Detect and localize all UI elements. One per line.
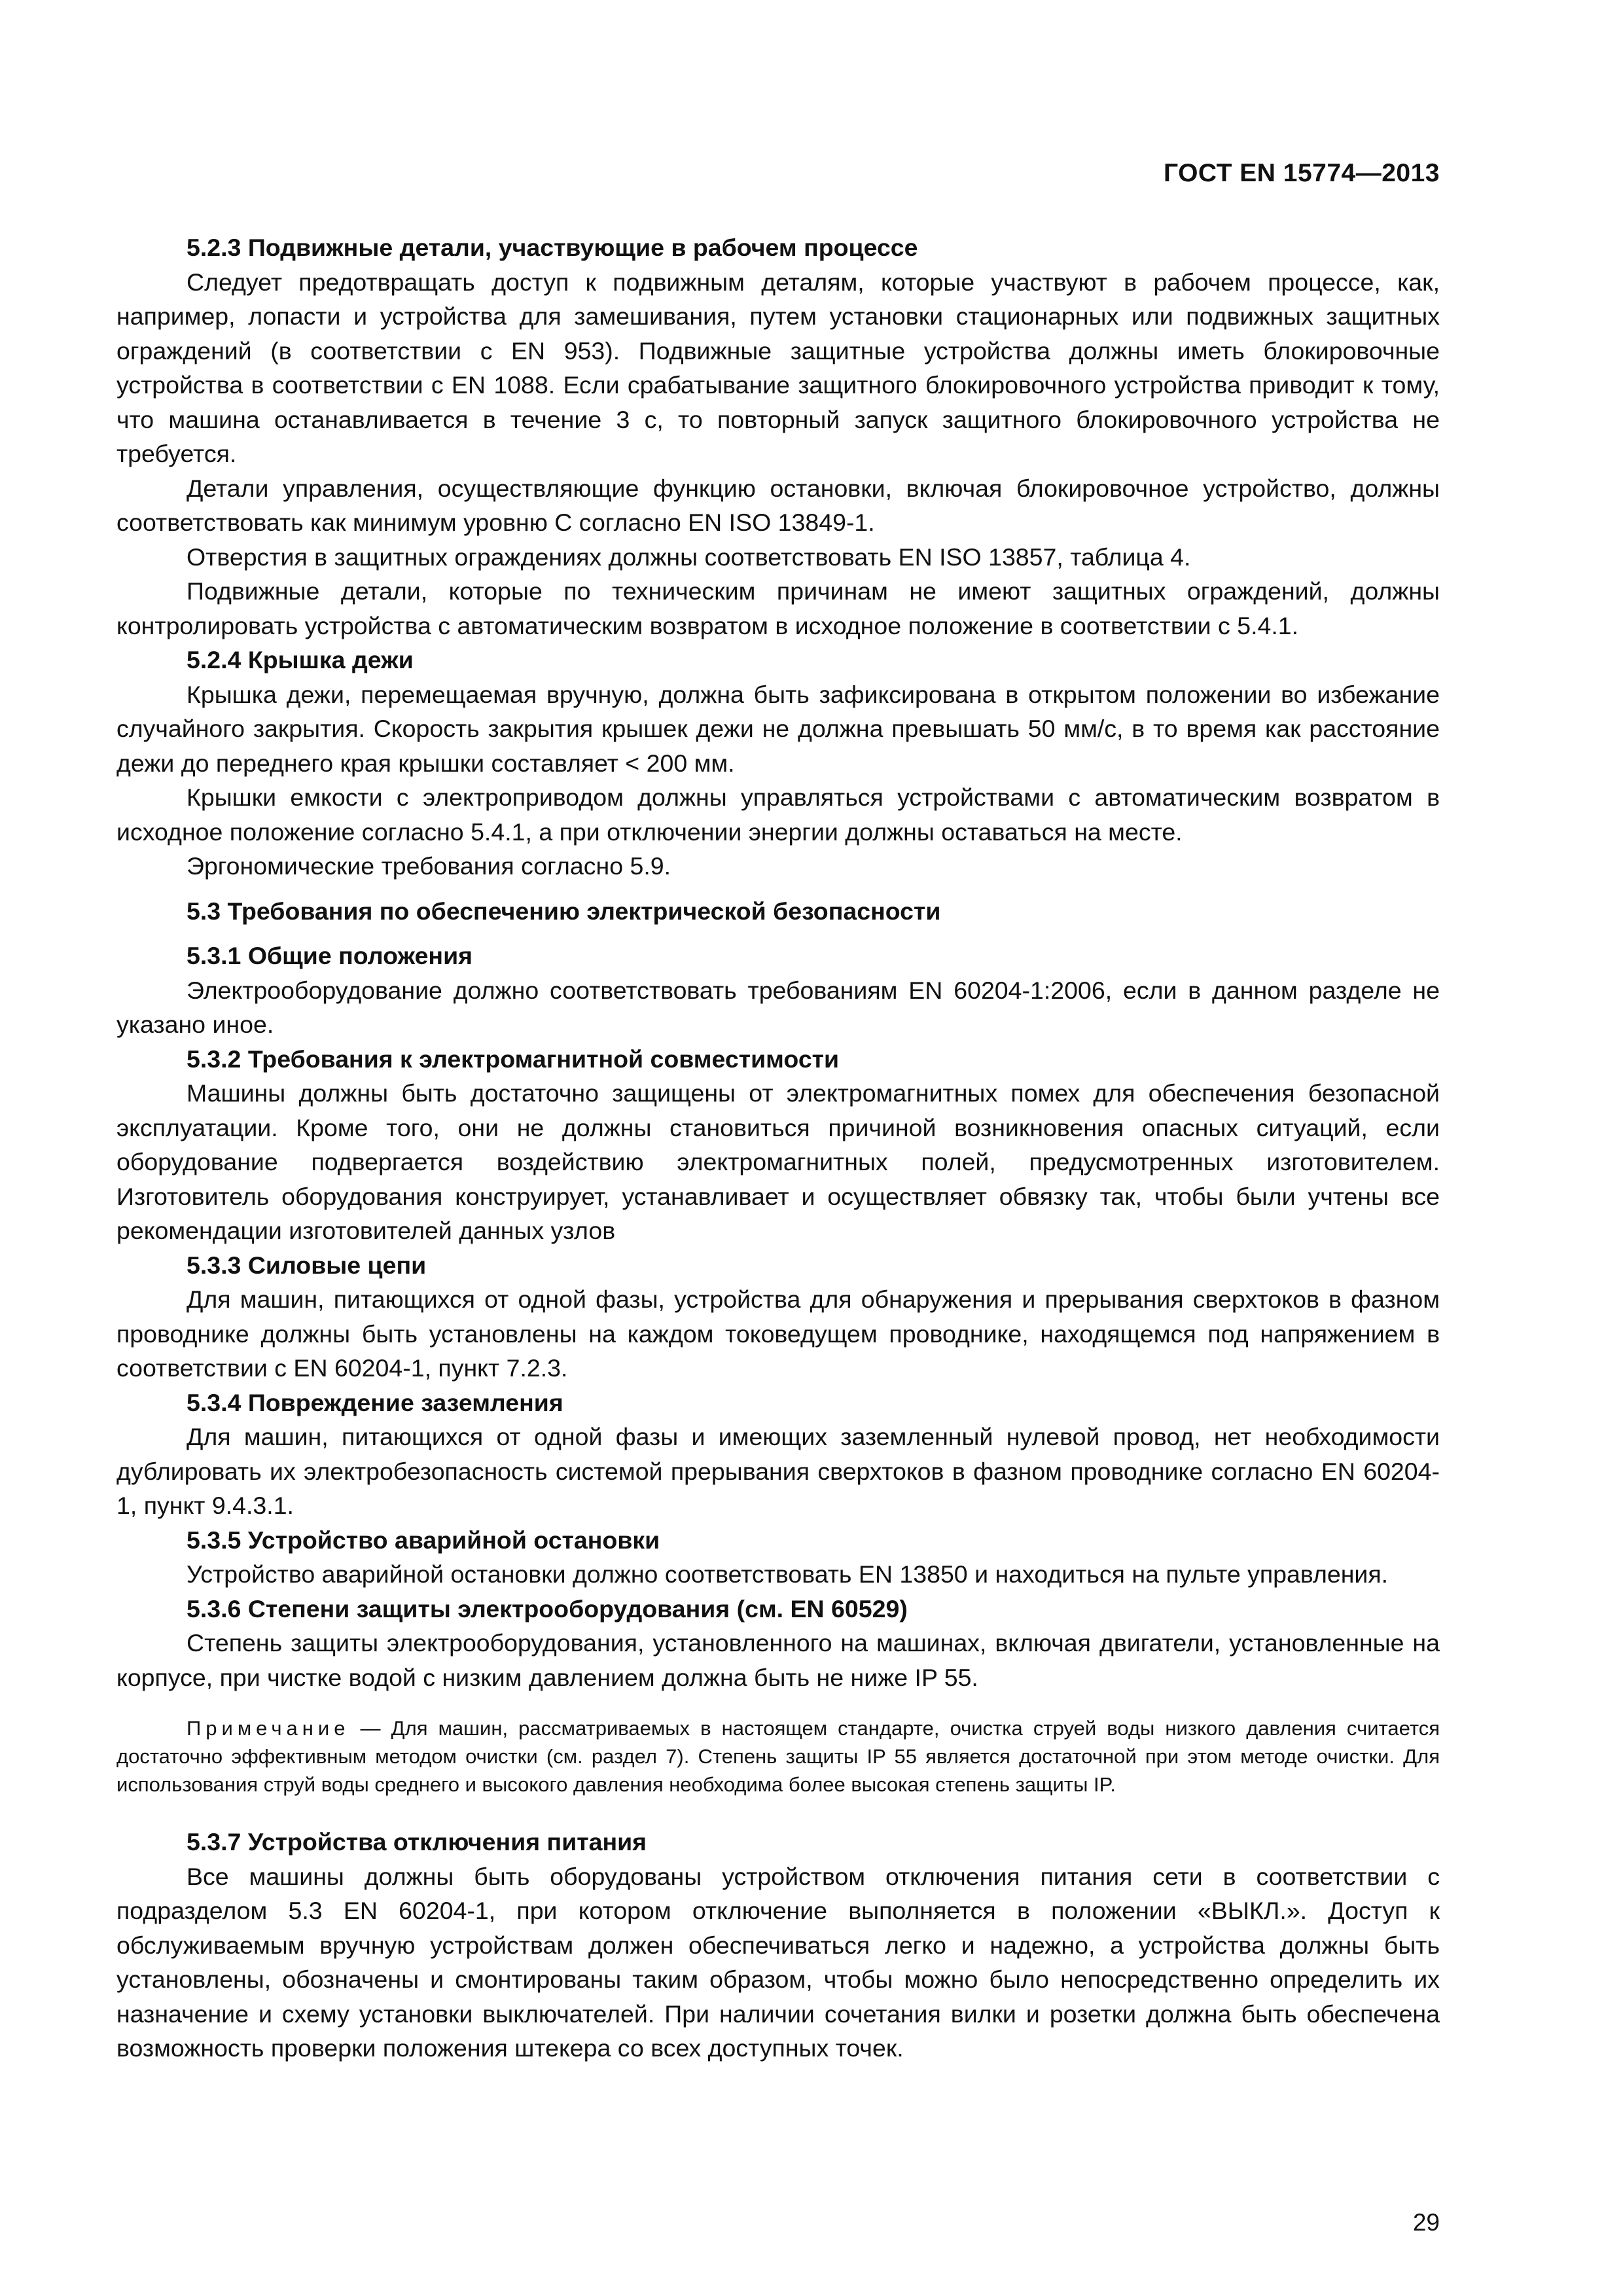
paragraph: Эргономические требования согласно 5.9. (187, 852, 671, 880)
page-number: 29 (1412, 2209, 1440, 2236)
note-label: Примечание (187, 1717, 350, 1740)
paragraph: Для машин, питающихся от одной фазы, устройства для обнаружения и прерывания сверхтоков в фазном проводнике должны быть установлены на каждом токоведущем проводнике, находящемся под напряжением в соответствии с EN 60204-1, пункт 7.2.3. (116, 1285, 1440, 1382)
paragraph: Устройство аварийной остановки должно соответствовать EN 13850 и находиться на пульте управления. (187, 1560, 1389, 1588)
document-body (116, 230, 1440, 2066)
paragraph: Для машин, питающихся от одной фазы и имеющих заземленный нулевой провод, нет необходимости дублировать их электробезопасность системой прерывания сверхтоков в фазном проводнике согласно EN 60204-1, пункт 9.4.3.1. (116, 1423, 1440, 1519)
section-heading-5-3-4: 5.3.4 Повреждение заземления (187, 1388, 563, 1416)
paragraph: Крышка дежи, перемещаемая вручную, должна быть зафиксирована в открытом положении во избежание случайного закрытия. Скорость закрытия крышек дежи не должна превышать 50 мм/с, в то время как расстояние дежи до переднего края крышки составляет < 200 мм. (116, 680, 1440, 777)
paragraph: Подвижные детали, которые по техническим причинам не имеют защитных ограждений, должны контролировать устройства с автоматическим возвратом в исходное положение в соответствии с 5.4.1. (116, 577, 1440, 639)
paragraph: Отверстия в защитных ограждениях должны соответствовать EN ISO 13857, таблица 4. (187, 543, 1191, 571)
section-heading-5-2-4: 5.2.4 Крышка дежи (187, 646, 414, 673)
section-heading-5-3: 5.3 Требования по обеспечению электрической безопасности (187, 897, 941, 925)
section-heading-5-3-5: 5.3.5 Устройство аварийной остановки (187, 1526, 660, 1554)
paragraph: Следует предотвращать доступ к подвижным деталям, которые участвуют в рабочем процессе, как, например, лопасти и устройства для замешивания, путем установки стационарных или подвижных защитных ограждений (в соответствии с EN 953). Подвижные защитные устройства должны иметь блокировочные устройства в соответствии с EN 1088. Если срабатывание защитного блокировочного устройства приводит к тому, что машина останавливается в течение 3 с, то повторный запуск защитного блокировочного устройства не требуется. (116, 268, 1440, 467)
section-heading-5-3-6: 5.3.6 Степени защиты электрооборудования (см. EN 60529) (187, 1594, 908, 1623)
section-heading-5-3-1: 5.3.1 Общие положения (187, 942, 473, 969)
paragraph: Электрооборудование должно соответствовать требованиям EN 60204-1:2006, если в данном разделе не указано иное. (116, 976, 1440, 1038)
document-code: ГОСТ EN 15774—2013 (1163, 159, 1440, 187)
note (116, 1714, 1440, 1799)
section-heading-5-3-3: 5.3.3 Силовые цепи (187, 1251, 427, 1279)
section-heading-5-3-2: 5.3.2 Требования к электромагнитной совместимости (187, 1045, 840, 1073)
paragraph: Крышки емкости с электроприводом должны управляться устройствами с автоматическим возвратом в исходное положение согласно 5.4.1, а при отключении энергии должны оставаться на месте. (116, 783, 1440, 846)
paragraph: Все машины должны быть оборудованы устройством отключения питания сети в соответствии с подразделом 5.3 EN 60204-1, при котором отключение выполняется в положении «ВЫКЛ.». Доступ к обслуживаемым вручную устройствам должен обеспечиваться легко и надежно, а устройства должны быть установлены, обозначены и смонтированы таким образом, чтобы можно было непосредственно определить их назначение и схему установки выключателей. При наличии сочетания вилки и розетки должна быть обеспечена возможность проверки положения штекера со всех доступных точек. (116, 1862, 1440, 2062)
section-heading-5-3-7: 5.3.7 Устройства отключения питания (187, 1828, 647, 1856)
paragraph: Машины должны быть достаточно защищены от электромагнитных помех для обеспечения безопасной эксплуатации. Кроме того, они не должны становиться причиной возникновения опасных ситуаций, если оборудование подвергается воздействию электромагнитных полей, предусмотренных изготовителем. Изготовитель оборудования конструирует, устанавливает и осуществляет обвязку так, чтобы были учтены все рекомендации изготовителей данных узлов (116, 1079, 1440, 1244)
paragraph: Степень защиты электрооборудования, установленного на машинах, включая двигатели, установленные на корпусе, при чистке водой с низким давлением должна быть не ниже IP 55. (116, 1629, 1440, 1691)
paragraph: Детали управления, осуществляющие функцию остановки, включая блокировочное устройство, должны соответствовать как минимум уровню С согласно EN ISO 13849-1. (116, 474, 1440, 536)
section-heading-5-2-3: 5.2.3 Подвижные детали, участвующие в рабочем процессе (187, 234, 918, 261)
note-text: — Для машин, рассматриваемых в настоящем стандарте, очистка струей воды низкого давления считается достаточно эффективным методом очистки (см. раздел 7). Степень защиты IP 55 является достаточной при этом методе очистки. Для использования струй воды среднего и высокого давления необходима более высокая степень защиты IP. (116, 1717, 1440, 1796)
